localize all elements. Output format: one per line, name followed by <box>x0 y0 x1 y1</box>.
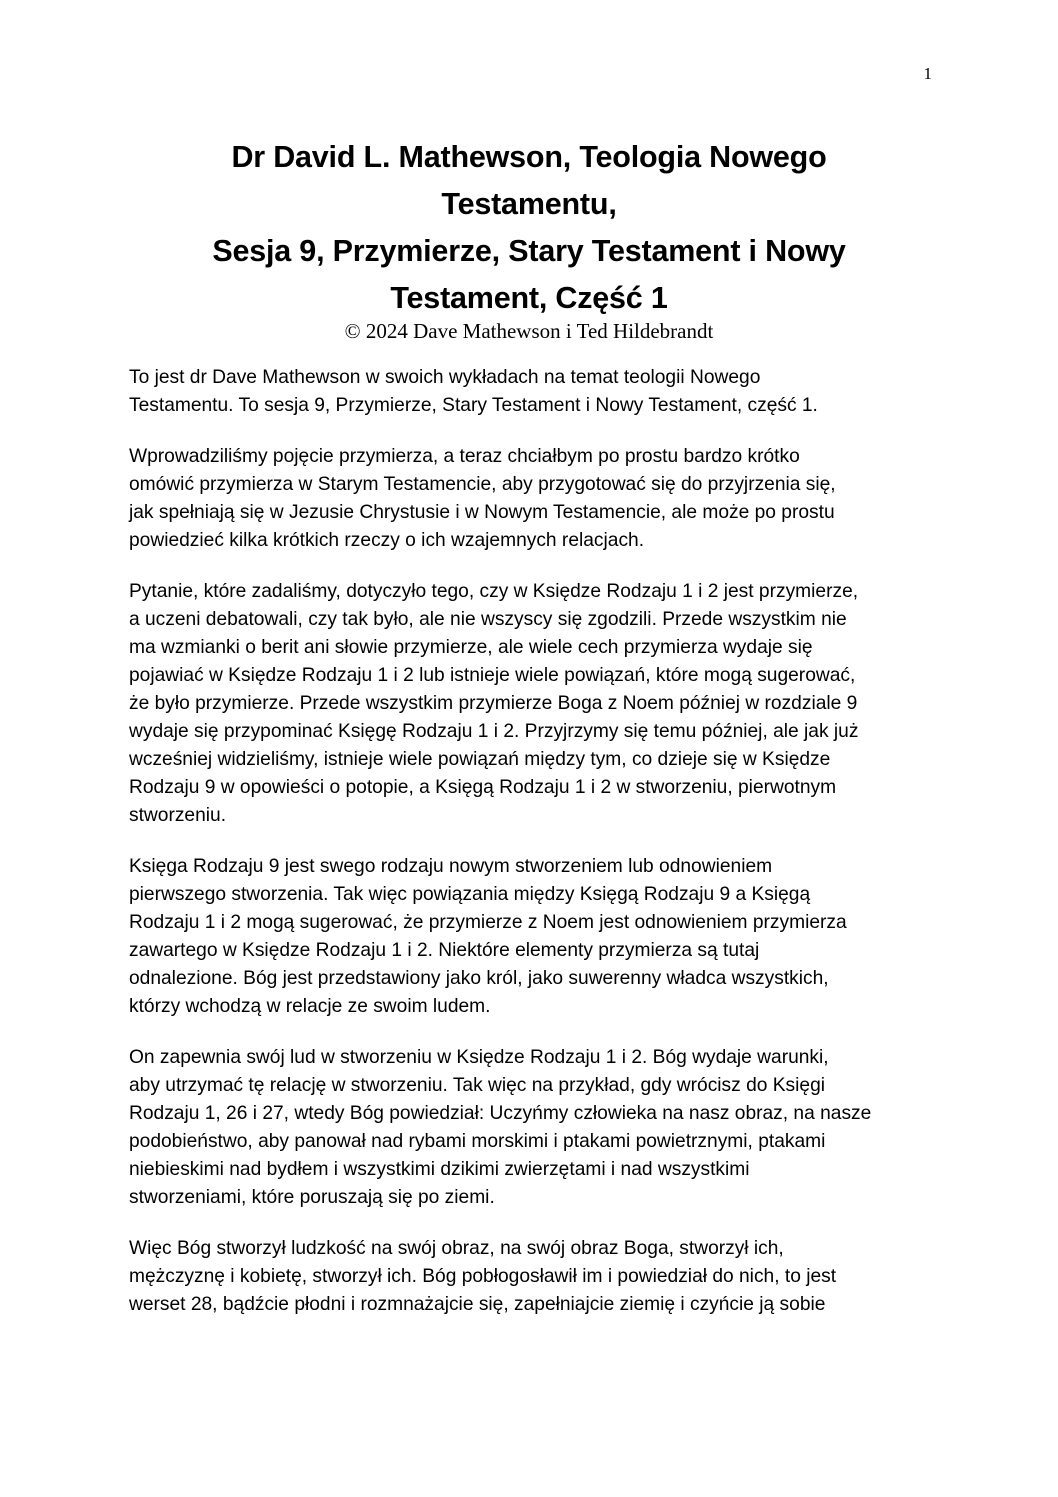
paragraph-2 <box>129 443 929 555</box>
text-line: stworzeniu. <box>129 805 227 826</box>
text-line: wydaje się przypominać Księgę Rodzaju 1 i 2. Przyjrzymy się temu później, ale jak już <box>129 721 859 742</box>
text-line: aby utrzymać tę relację w stworzeniu. Tak więc na przykład, gdy wrócisz do Księgi <box>129 1075 826 1096</box>
text-line: werset 28, bądźcie płodni i rozmnażajcie się, zapełniajcie ziemię i czyńcie ją sobie <box>129 1294 826 1315</box>
text-line: Wprowadziliśmy pojęcie przymierza, a teraz chciałbym po prostu bardzo krótko <box>129 446 800 467</box>
paragraph-6 <box>129 1235 929 1319</box>
paragraph-5 <box>129 1044 929 1212</box>
text-line: ma wzmianki o berit ani słowie przymierze, ale wiele cech przymierza wydaje się <box>129 637 813 658</box>
text-line: a uczeni debatowali, czy tak było, ale nie wszyscy się zgodzili. Przede wszystkim nie <box>129 609 847 630</box>
copyright-line: © 2024 Dave Mathewson i Ted Hildebrandt <box>344 319 714 343</box>
text-line: zawartego w Księdze Rodzaju 1 i 2. Niektóre elementy przymierza są tutaj <box>129 940 760 961</box>
text-line: Rodzaju 9 w opowieści o potopie, a Księgą Rodzaju 1 i 2 w stworzeniu, pierwotnym <box>129 777 837 798</box>
text-line: odnalezione. Bóg jest przedstawiony jako król, jako suwerenny władca wszystkich, <box>129 968 829 989</box>
text-line: Więc Bóg stworzył ludzkość na swój obraz, na swój obraz Boga, stworzył ich, <box>129 1238 784 1259</box>
text-line: pojawiać w Księdze Rodzaju 1 i 2 lub istnieje wiele powiązań, które mogą sugerować, <box>129 665 856 686</box>
text-line: To jest dr Dave Mathewson w swoich wykładach na temat teologii Nowego <box>129 367 761 388</box>
text-line: którzy wchodzą w relacje ze swoim ludem. <box>129 996 491 1017</box>
text-line: Rodzaju 1, 26 i 27, wtedy Bóg powiedział: Uczyńmy człowieka na nasz obraz, na nasze <box>129 1103 872 1124</box>
paragraph-4 <box>129 853 929 1021</box>
text-line: pierwszego stworzenia. Tak więc powiązania między Księgą Rodzaju 9 a Księgą <box>129 884 811 905</box>
text-line: Testamentu. To sesja 9, Przymierze, Stary Testament i Nowy Testament, część 1. <box>129 395 818 416</box>
text-line: Pytanie, które zadaliśmy, dotyczyło tego, czy w Księdze Rodzaju 1 i 2 jest przymierze, <box>129 581 859 602</box>
text-line: niebieskimi nad bydłem i wszystkimi dzikimi zwierzętami i nad wszystkimi <box>129 1159 750 1180</box>
paragraph-3 <box>129 578 929 830</box>
paragraph-1 <box>129 364 929 420</box>
title-line: Sesja 9, Przymierze, Stary Testament i Nowy <box>212 234 846 268</box>
text-line: jak spełniają się w Jezusie Chrystusie i w Nowym Testamencie, ale może po prostu <box>129 502 835 523</box>
title-block <box>128 134 930 344</box>
text-line: powiedzieć kilka krótkich rzeczy o ich wzajemnych relacjach. <box>129 530 645 551</box>
text-line: omówić przymierza w Starym Testamencie, aby przygotować się do przyjrzenia się, <box>129 474 836 495</box>
text-line: Księga Rodzaju 9 jest swego rodzaju nowym stworzeniem lub odnowieniem <box>129 856 773 877</box>
text-line: podobieństwo, aby panował nad rybami morskimi i ptakami powietrznymi, ptakami <box>129 1131 826 1152</box>
body-text <box>129 364 929 1342</box>
title-line: Testament, Część 1 <box>390 281 668 315</box>
text-line: że było przymierze. Przede wszystkim przymierze Boga z Noem później w rozdziale 9 <box>129 693 858 714</box>
title-line: Dr David L. Mathewson, Teologia Nowego <box>231 140 827 174</box>
text-line: wcześniej widzieliśmy, istnieje wiele powiązań między tym, co dzieje się w Księdze <box>129 749 831 770</box>
text-line: Rodzaju 1 i 2 mogą sugerować, że przymierze z Noem jest odnowieniem przymierza <box>129 912 847 933</box>
title-line: Testamentu, <box>441 187 617 221</box>
text-line: stworzeniami, które poruszają się po ziemi. <box>129 1187 495 1208</box>
page-number: 1 <box>923 64 932 83</box>
text-line: On zapewnia swój lud w stworzeniu w Księdze Rodzaju 1 i 2. Bóg wydaje warunki, <box>129 1047 829 1068</box>
text-line: mężczyznę i kobietę, stworzył ich. Bóg pobłogosławił im i powiedział do nich, to jest <box>129 1266 837 1287</box>
